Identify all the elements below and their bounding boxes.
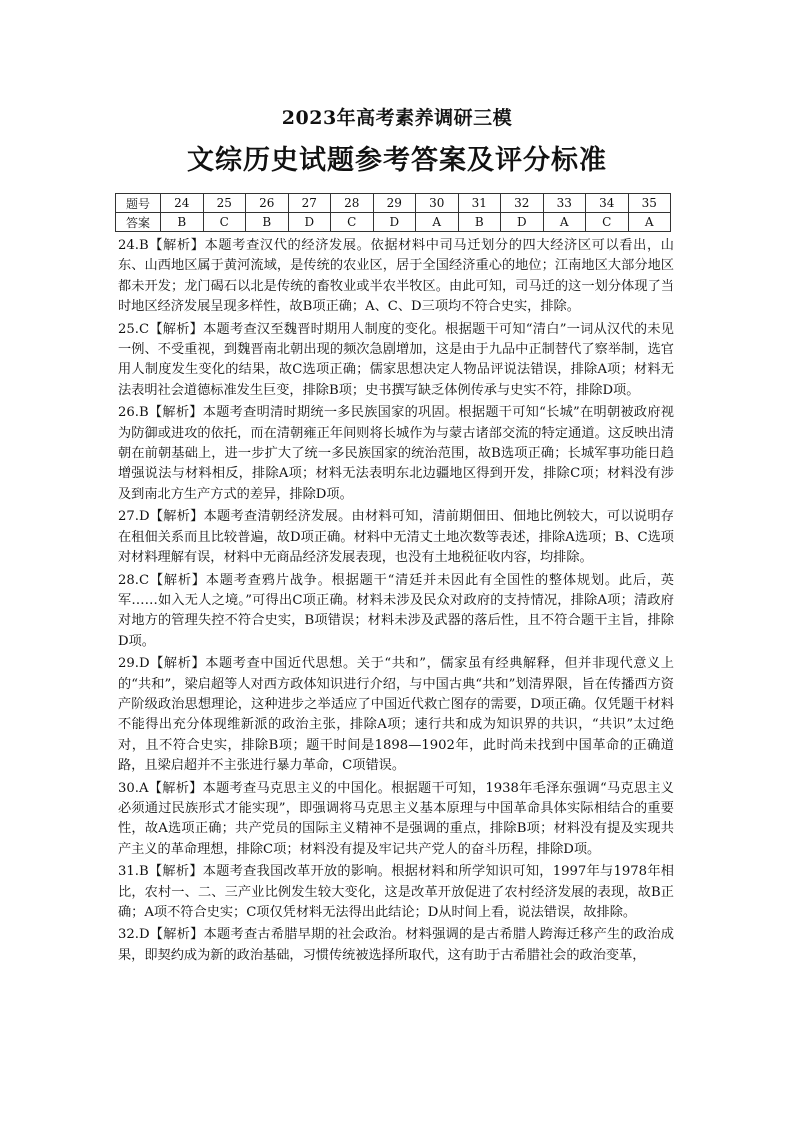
answer-cell: D <box>501 213 544 232</box>
answer-cell: B <box>161 213 204 232</box>
question-number-cell: 28 <box>331 194 374 213</box>
explanation-q32: 32.D【解析】本题考查古希腊早期的社会政治。材料强调的是古希腊人跨海迁移产生的政治成果，即契约成为新的政治基础，习惯传统被选择所取代，这有助于古希腊社会的政治变革， <box>118 927 674 963</box>
question-number-cell: 30 <box>416 194 459 213</box>
answer-cell: C <box>586 213 629 232</box>
answer-cell: C <box>331 213 374 232</box>
explanation-q28: 28.C【解析】本题考查鸦片战争。根据题干“清廷并未因此有全国性的整体规划。此后，英军……如入无人之境。”可得出C项正确。材料未涉及民众对政府的支持情况，排除A项；清政府对地方的管理失控不符合史实，B项错误；材料未涉及武器的落后性，且不符合题干主旨，排除D项。 <box>118 572 674 649</box>
explanation-q30: 30.A【解析】本题考查马克思主义的中国化。根据题干可知，1938年毛泽东强调“马克思主义必须通过民族形式才能实现”，即强调将马克思主义基本原理与中国革命具体实际相结合的重要性，故A选项正确；共产党员的国际主义精神不是强调的重点，排除B项；材料没有提及实现共产主义的革命理想，排除C项；材料没有提及牢记共产党人的奋斗历程，排除D项。 <box>118 780 674 857</box>
answer-cell: B <box>458 213 501 232</box>
question-number-cell: 27 <box>288 194 331 213</box>
explanation-q24: 24.B【解析】本题考查汉代的经济发展。依据材料中司马迁划分的四大经济区可以看出，山东、山西地区属于黄河流域，是传统的农业区，居于全国经济重心的地位；江南地区大部分地区都未开发；龙门碣石以北是传统的畜牧业或半农半牧区。由此可知，司马迁的这一划分体现了当时地区经济发展呈现多样性，故B项正确；A、C、D三项均不符合史实，排除。 <box>118 238 674 315</box>
answer-cell: B <box>246 213 289 232</box>
question-number-cell: 25 <box>203 194 246 213</box>
question-number-cell: 24 <box>161 194 204 213</box>
exam-title: 2023年高考素养调研三模 <box>281 107 513 129</box>
answer-cell: D <box>288 213 331 232</box>
answer-cell: A <box>543 213 586 232</box>
explanations-body <box>118 236 674 968</box>
answer-cell: A <box>416 213 459 232</box>
answer-cell: C <box>203 213 246 232</box>
explanation-q31: 31.B【解析】本题考查我国改革开放的影响。根据材料和所学知识可知，1997年与1978年相比，农村一、二、三产业比例发生较大变化，这是改革开放促进了农村经济发展的表现，故B正确；A项不符合史实；C项仅凭材料无法得出此结论；D从时间上看，说法错误，故排除。 <box>118 864 674 920</box>
answer-table <box>115 193 671 232</box>
question-number-cell: 31 <box>458 194 501 213</box>
question-number-header: 题号 <box>116 194 161 213</box>
explanation-q26: 26.B【解析】本题考查明清时期统一多民族国家的巩固。根据题干可知“长城”在明朝被政府视为防御或进攻的依托，而在清朝雍正年间则将长城作为与蒙古诸部交流的特定通道。这反映出清朝在前朝基础上，进一步扩大了统一多民族国家的统治范围，故B选项正确；长城军事功能日趋增强说法与材料相反，排除A项；材料无法表明东北边疆地区得到开发，排除C项；材料没有涉及到南北方生产方式的差异，排除D项。 <box>118 405 674 502</box>
question-number-cell: 29 <box>373 194 416 213</box>
explanation-q29: 29.D【解析】本题考查中国近代思想。关于“共和”，儒家虽有经典解释，但并非现代意义上的“共和”，梁启超等人对西方政体知识进行介绍，与中国古典“共和”划清界限，旨在传播西方资产阶级政治思想理论，这种进步之举适应了中国近代救亡图存的需要，D项正确。仅凭题干材料不能得出充分体现维新派的政治主张，排除A项；速行共和成为知识界的共识，“共识”太过绝对，且不符合史实，排除B项；题干时间是1898—1902年，此时尚未找到中国革命的正确道路，且梁启超并不主张进行暴力革命，C项错误。 <box>118 656 674 774</box>
explanation-q25: 25.C【解析】本题考查汉至魏晋时期用人制度的变化。根据题干可知“清白”一词从汉代的未见一例、不受重视，到魏晋南北朝出现的频次急剧增加，这是由于九品中正制替代了察举制，选官用人制度发生变化的结果，故C选项正确；儒家思想决定人物品评说法错误，排除A项；材料无法表明社会道德标准发生巨变，排除B项；史书撰写缺乏体例传承与史实不符，排除D项。 <box>118 321 674 398</box>
answer-row <box>116 213 671 232</box>
question-number-cell: 35 <box>628 194 671 213</box>
question-number-cell: 34 <box>586 194 629 213</box>
question-number-cell: 26 <box>246 194 289 213</box>
answer-cell: A <box>628 213 671 232</box>
question-number-row <box>116 194 671 213</box>
question-number-cell: 33 <box>543 194 586 213</box>
explanation-q27: 27.D【解析】本题考查清朝经济发展。由材料可知，清前期佃田、佃地比例较大，可以说明存在租佃关系而且比较普遍，故D项正确。材料中无清丈土地次数等表述，排除A选项；B、C选项对材料理解有误，材料中无商品经济发展表现，也没有土地税征收内容，均排除。 <box>118 509 674 566</box>
question-number-cell: 32 <box>501 194 544 213</box>
answer-header: 答案 <box>116 213 161 232</box>
answer-cell: D <box>373 213 416 232</box>
answer-key-title: 文综历史试题参考答案及评分标准 <box>187 145 607 176</box>
